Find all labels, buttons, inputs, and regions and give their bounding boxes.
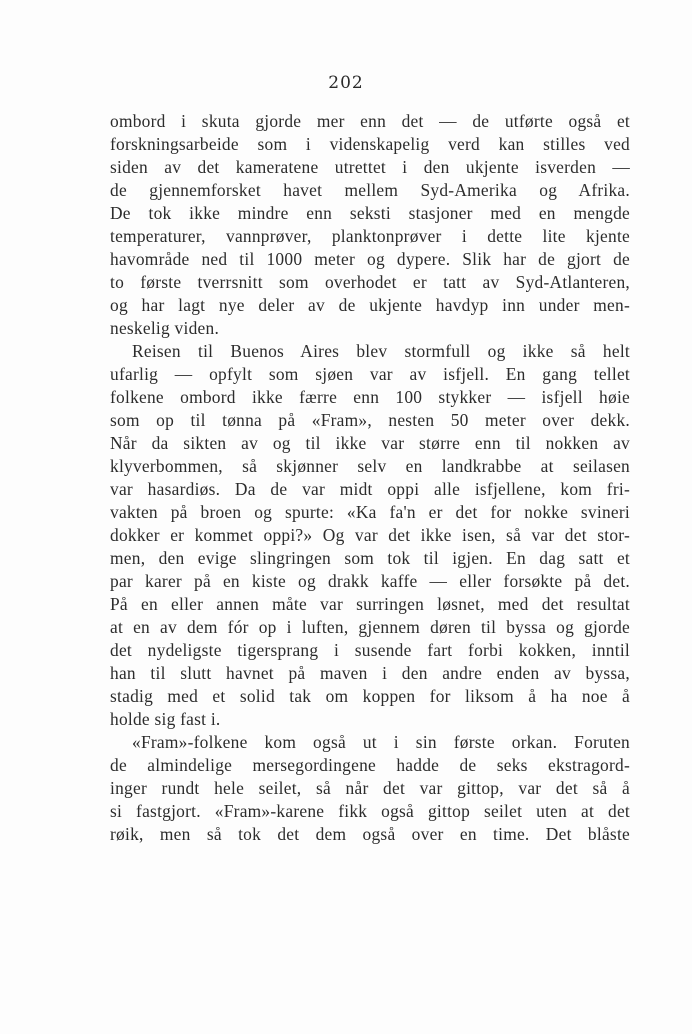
text-line: inger rundt hele seilet, så når det var gittop, var det så å xyxy=(110,778,630,798)
text-line: forskningsarbeide som i videnskapelig verd kan stilles ved xyxy=(110,134,630,154)
text-line: stadig med et solid tak om koppen for liksom å ha noe å xyxy=(110,686,630,706)
text-line: at en av dem fór op i luften, gjennem døren til byssa og gjorde xyxy=(110,617,630,637)
text-line: ombord i skuta gjorde mer enn det — de utførte også et xyxy=(110,111,630,131)
text-line: si fastgjort. «Fram»-karene fikk også gittop seilet uten at det xyxy=(110,801,630,821)
text-line: havområde ned til 1000 meter og dypere. Slik har de gjort de xyxy=(110,249,630,269)
text-line: De tok ikke mindre enn seksti stasjoner med en mengde xyxy=(110,203,630,223)
paragraph-start-line: Reisen til Buenos Aires blev stormfull og ikke så helt xyxy=(132,341,630,361)
text-line: vakten på broen og spurte: «Ka fa'n er det for nokke svineri xyxy=(110,502,630,522)
text-line: klyverbommen, så skjønner selv en landkrabbe at seilasen xyxy=(110,456,630,476)
text-line: men, den evige slingringen som tok til igjen. En dag satt et xyxy=(110,548,630,568)
text-line: og har lagt nye deler av de ukjente havdyp inn under men- xyxy=(110,295,630,315)
paragraph-start-line: «Fram»-folkene kom også ut i sin første orkan. Foruten xyxy=(132,732,630,752)
text-line: de almindelige mersegordingene hadde de seks ekstragord- xyxy=(110,755,630,775)
text-line: På en eller annen måte var surringen løsnet, med det resultat xyxy=(110,594,630,614)
text-line: ufarlig — opfylt som sjøen var av isfjell. En gang tellet xyxy=(110,364,630,384)
text-line: som op til tønna på «Fram», nesten 50 meter over dekk. xyxy=(110,410,630,430)
text-line: dokker er kommet oppi?» Og var det ikke isen, så var det stor- xyxy=(110,525,630,545)
text-line: siden av det kameratene utrettet i den ukjente isverden — xyxy=(110,157,630,177)
text-line: han til slutt havnet på maven i den andre enden av byssa, xyxy=(110,663,630,683)
paragraph-end-line: holde sig fast i. xyxy=(110,709,221,729)
paragraph-end-line: neskelig viden. xyxy=(110,318,220,338)
text-line: var hasardiøs. Da de var midt oppi alle isfjellene, kom fri- xyxy=(110,479,630,499)
text-line: folkene ombord ikke færre enn 100 stykker — isfjell høie xyxy=(110,387,630,407)
text-line: par karer på en kiste og drakk kaffe — eller forsøkte på det. xyxy=(110,571,630,591)
text-line: de gjennemforsket havet mellem Syd-Amerika og Afrika. xyxy=(110,180,630,200)
text-line: det nydeligste tigersprang i susende fart forbi kokken, inntil xyxy=(110,640,630,660)
text-line: Når da sikten av og til ikke var større enn til nokken av xyxy=(110,433,630,453)
text-line: temperaturer, vannprøver, planktonprøver i dette lite kjente xyxy=(110,226,630,246)
page-number: 202 xyxy=(328,73,364,93)
body-text xyxy=(110,110,630,846)
text-line: røik, men så tok det dem også over en time. Det blåste xyxy=(110,824,630,844)
text-line: to første tverrsnitt som overhodet er tatt av Syd-Atlanteren, xyxy=(110,272,630,292)
